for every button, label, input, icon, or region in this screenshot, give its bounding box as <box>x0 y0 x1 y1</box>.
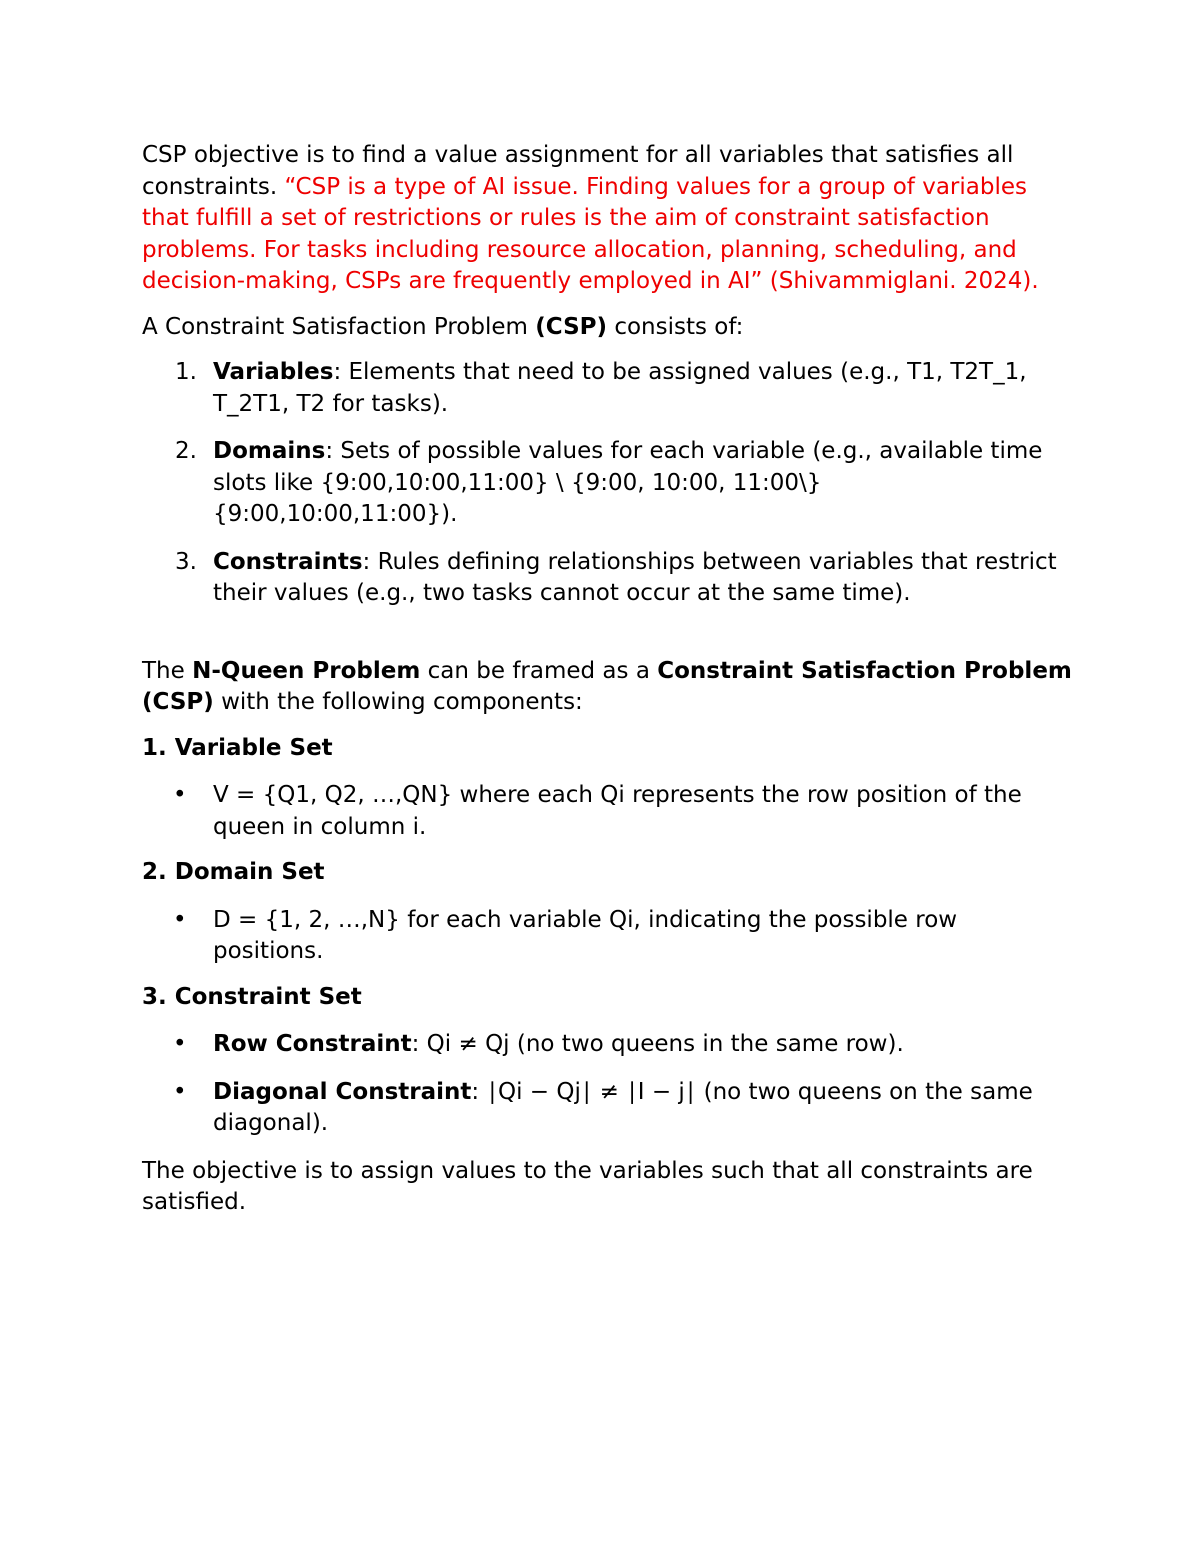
bullet-icon: • <box>173 782 187 808</box>
csp-lead-text: A Constraint Satisfaction Problem <box>142 313 536 340</box>
list-item-term: Diagonal Constraint <box>213 1078 472 1105</box>
definition-number: 3. <box>175 548 197 575</box>
list-item-text: V = {Q1, Q2, …,QN} where each Qi represents the row position of the queen in column i. <box>213 782 1022 840</box>
list-item <box>142 1077 1072 1140</box>
list-item-text: D = {1, 2, …,N} for each variable Qi, indicating the possible row positions. <box>213 906 958 964</box>
definition-number: 2. <box>175 438 197 464</box>
definition-term: Constraints <box>213 548 363 575</box>
list-item-term: Row Constraint <box>213 1031 412 1057</box>
constraint-set-list <box>142 1029 1072 1140</box>
section-heading-constraint-set: 3. Constraint Set <box>142 983 362 1010</box>
intro-quote: “CSP is a type of AI issue. Finding values for a group of variables that fulfill a set of restrictions or rules is the aim of constraint satisfaction problems. For tasks including resource allocation, planning, scheduling, and decision-making, CSPs are frequently employed in AI” (Shivammiglani. 2024). <box>142 173 1039 294</box>
domain-set-list <box>142 905 1072 968</box>
definition-item <box>142 357 1072 420</box>
list-item-text: : Qi ≠ Qj (no two queens in the same row). <box>411 1031 904 1057</box>
list-item <box>142 1029 1072 1061</box>
list-item <box>142 905 1072 968</box>
variable-set-list <box>142 780 1072 843</box>
definition-text: : Sets of possible values for each variable (e.g., available time slots like {9:00,10:00,11:00} \ {9:00, 10:00, 11:00\} {9:00,10:00,11:00}). <box>213 438 1043 527</box>
nqueen-intro-paragraph <box>142 656 1072 719</box>
definition-text: : Rules defining relationships between variables that restrict their values (e.g., two tasks cannot occur at the same time). <box>213 548 1057 606</box>
definition-number: 1. <box>175 359 197 385</box>
definition-list <box>142 357 1072 610</box>
objective-paragraph: The objective is to assign values to the variables such that all constraints are satisfied. <box>142 1157 1033 1215</box>
definition-item <box>142 547 1072 610</box>
document-body <box>142 140 1072 1219</box>
csp-lead-text-end: consists of: <box>607 313 744 340</box>
csp-term: Constraint Satisfaction Problem (CSP) <box>142 657 1072 715</box>
definition-term: Domains <box>213 438 326 464</box>
list-item <box>142 780 1072 843</box>
nqueen-term: N-Queen Problem <box>192 657 421 684</box>
list-item-text: : ∣Qi − Qj∣ ≠ ∣I − j∣ (no two queens on the same diagonal). <box>213 1078 1033 1136</box>
definition-term: Variables <box>213 359 334 385</box>
nqueen-intro-text: with the following components: <box>213 689 583 715</box>
csp-lead-bold: (CSP) <box>535 313 608 340</box>
intro-text: CSP objective is to find a value assignment for all variables that satisfies all constraints. <box>142 142 1014 200</box>
nqueen-intro-text: can be framed as a <box>420 657 658 684</box>
definition-text: : Elements that need to be assigned values (e.g., T1, T2T_1, T_2T1, T2 for tasks). <box>213 359 1027 417</box>
bullet-icon: • <box>173 906 187 933</box>
nqueen-intro-text: The <box>142 657 193 684</box>
csp-lead-paragraph <box>142 312 1072 344</box>
section-heading-domain-set: 2. Domain Set <box>142 859 325 885</box>
bullet-icon: • <box>173 1031 187 1057</box>
definition-item <box>142 436 1072 531</box>
section-heading-variable-set: 1. Variable Set <box>142 734 333 761</box>
bullet-icon: • <box>173 1078 187 1105</box>
intro-paragraph <box>142 140 1072 298</box>
